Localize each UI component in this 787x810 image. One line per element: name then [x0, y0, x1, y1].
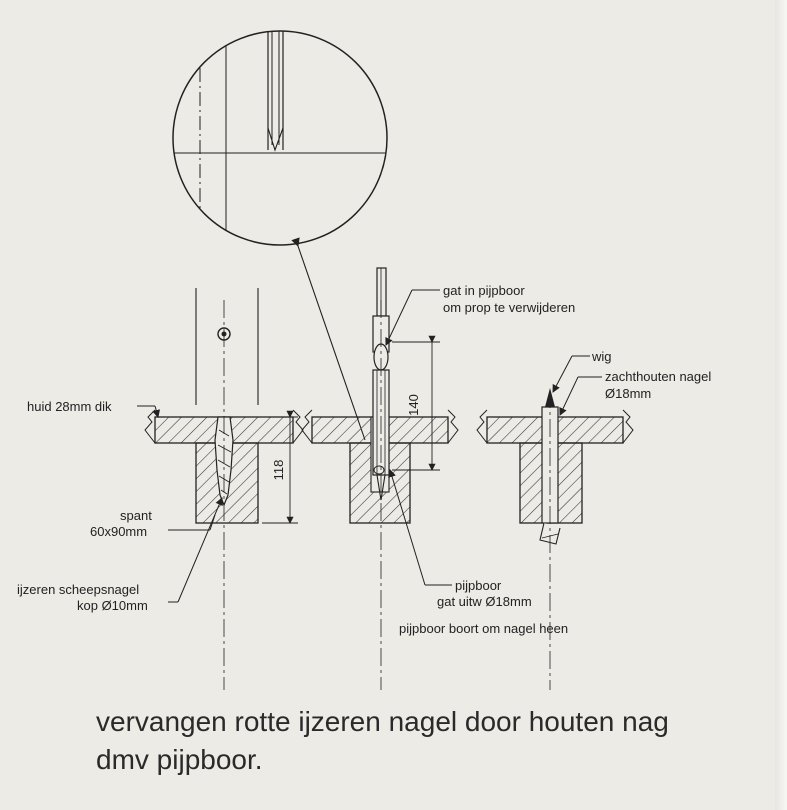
label-zachthouten-maat: Ø18mm	[605, 386, 652, 401]
label-spant-size: 60x90mm	[90, 524, 148, 539]
pipe-drill	[377, 268, 386, 316]
assembly-wooden-dowel	[477, 388, 633, 690]
page-edge	[775, 0, 787, 810]
assembly-iron-nail	[145, 288, 303, 690]
label-nagel: ijzeren scheepsnagel	[17, 582, 140, 597]
dimension-118: 118	[271, 459, 286, 481]
label-pijpboor-gat: gat uitw Ø18mm	[437, 594, 532, 609]
detail-circle	[160, 20, 400, 260]
label-wig: wig	[592, 349, 612, 364]
label-nagel-kop: kop Ø10mm	[77, 598, 148, 613]
label-pijpboor: pijpboor	[455, 578, 502, 593]
labels-column-3	[553, 349, 711, 415]
label-gat-doel: om prop te verwijderen	[443, 300, 576, 315]
detail-leader-line	[298, 246, 365, 440]
label-pijpboor-boort: pijpboor boort om nagel heen	[399, 621, 569, 636]
caption-line-1: vervangen rotte ijzeren nagel door houten nag	[96, 706, 669, 737]
dimension-140: 140	[406, 394, 421, 416]
label-zachthouten-nagel: zachthouten nagel	[605, 369, 712, 384]
label-gat: gat in pijpboor	[443, 283, 525, 298]
label-spant: spant	[120, 508, 152, 523]
caption-line-2: dmv pijpboor.	[96, 744, 263, 775]
label-huid: huid 28mm dik	[27, 399, 112, 414]
